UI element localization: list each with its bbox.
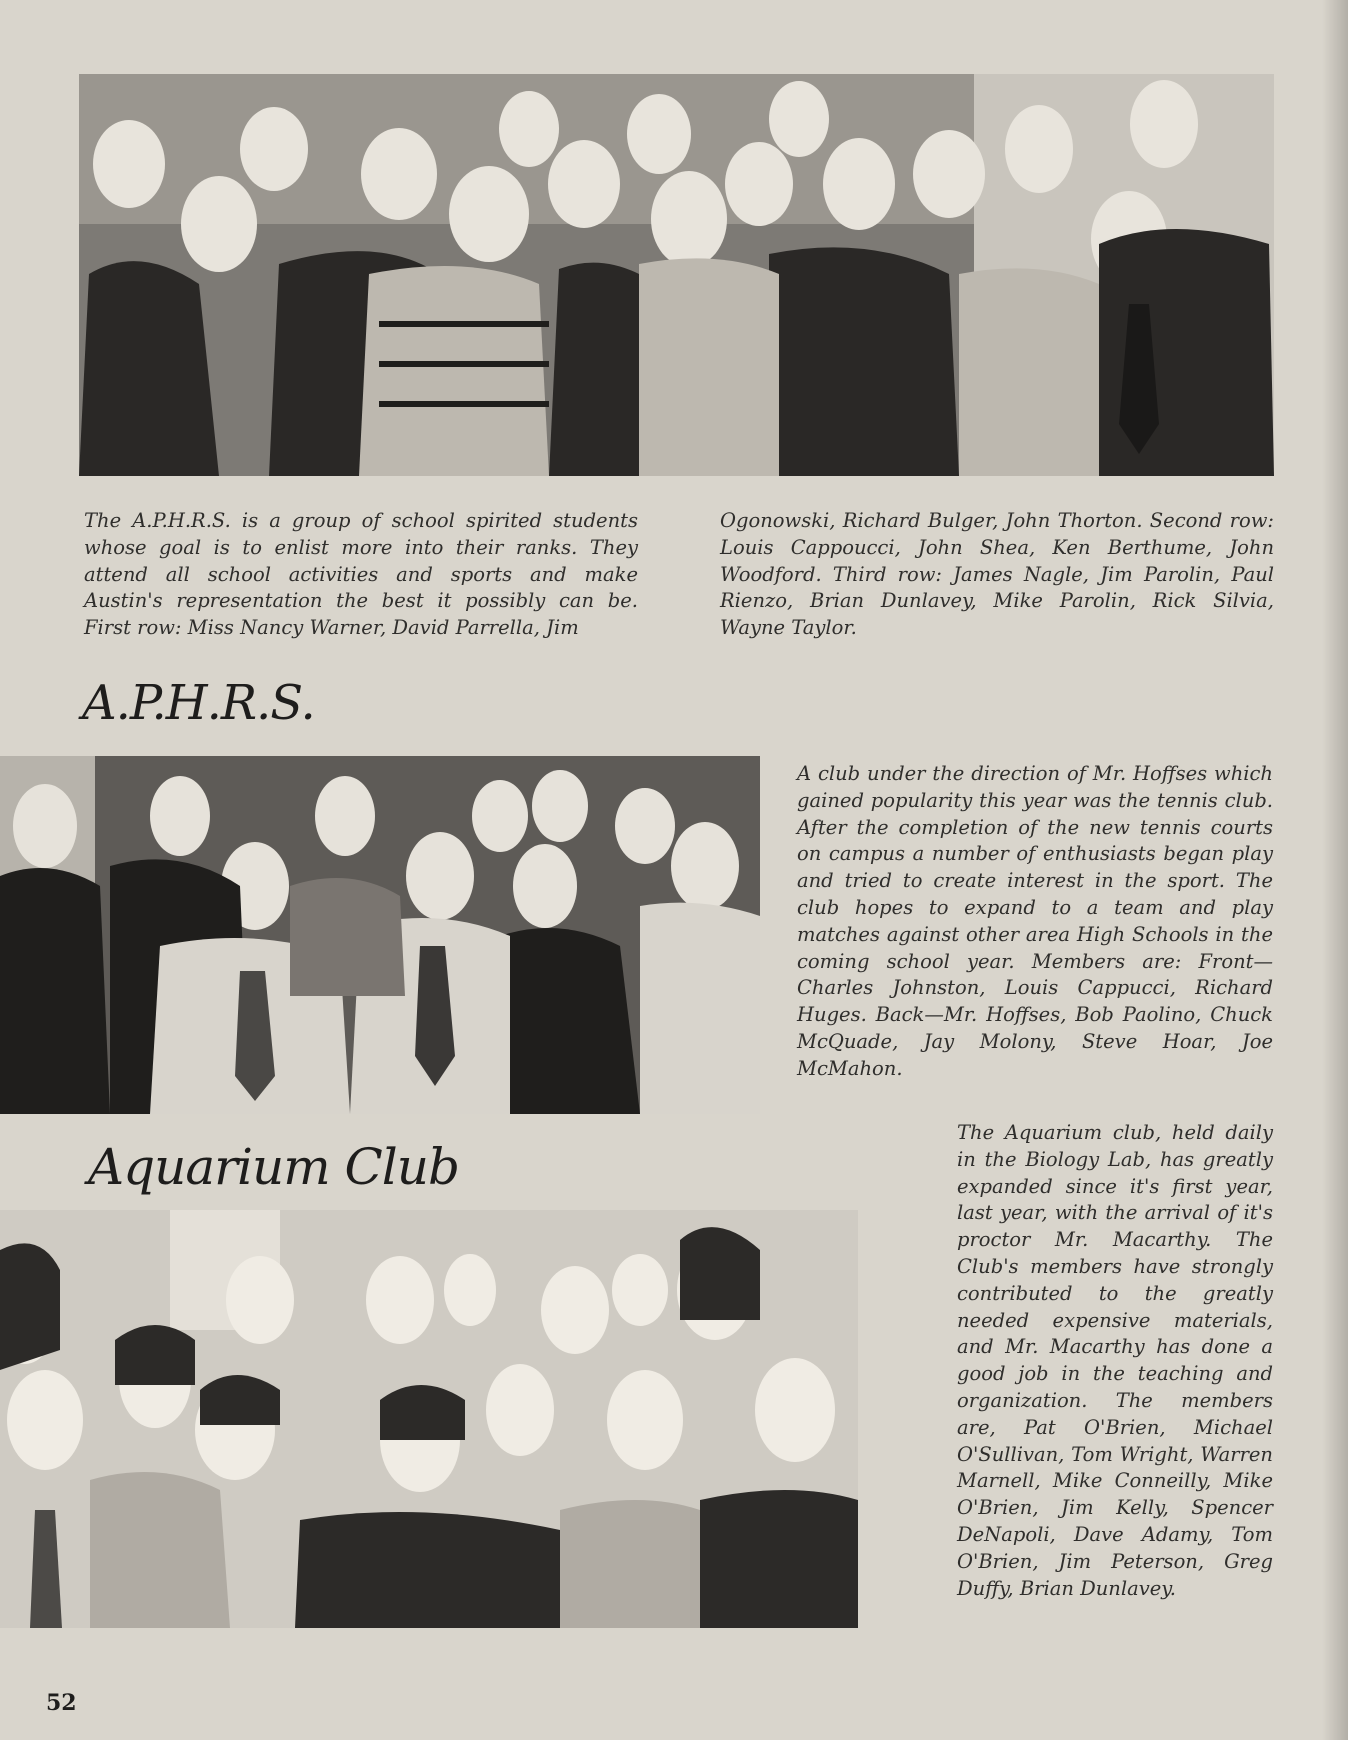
tennis-club-photo [0,756,760,1114]
aphrs-heading: A.P.H.R.S. [82,675,315,731]
page-edge-shadow [1322,0,1348,1740]
aquarium-club-heading: Aquarium Club [88,1138,459,1196]
aphrs-group-photo [79,74,1274,476]
aquarium-club-photo [0,1210,858,1628]
aphrs-caption-right: Ogonowski, Richard Bulger, John Thorton. Second row: Louis Cappoucci, John Shea, Ken Berthume, John Woodford. Third row: James Nagle, Jim Parolin, Paul Rienzo, Brian Dunlavey, Mike Parolin, Rick Silvia, Wayne Taylor. [720,509,1274,640]
aphrs-caption-left: The A.P.H.R.S. is a group of school spirited students whose goal is to enlist more into their ranks. They attend all school activities and sports and make Austin's representation the best it possibly can be. First row: Miss Nancy Warner, David Parrella, Jim [84,509,638,640]
aquarium-club-caption: The Aquarium club, held daily in the Biology Lab, has greatly expanded since it's first year, last year, with the arrival of it's proctor Mr. Macarthy. The Club's members have strongly contributed to the greatly needed expensive materials, and Mr. Macarthy has done a good job in the teaching and organization. The members are, Pat O'Brien, Michael O'Sullivan, Tom Wright, Warren Marnell, Mike Conneilly, Mike O'Brien, Jim Kelly, Spencer DeNapoli, Dave Adamy, Tom O'Brien, Jim Peterson, Greg Duffy, Brian Dunlavey. [957,1121,1273,1600]
page-number: 52 [46,1690,77,1716]
tennis-club-caption: A club under the direction of Mr. Hoffses which gained popularity this year was the tennis club. After the completion of the new tennis courts on campus a number of enthusiasts began play and tried to create interest in the sport. The club hopes to expand to a team and play matches against other area High Schools in the coming school year. Members are: Front—Charles Johnston, Louis Cappucci, Richard Huges. Back—Mr. Hoffses, Bob Paolino, Chuck McQuade, Jay Molony, Steve Hoar, Joe McMahon. [797,762,1273,1080]
